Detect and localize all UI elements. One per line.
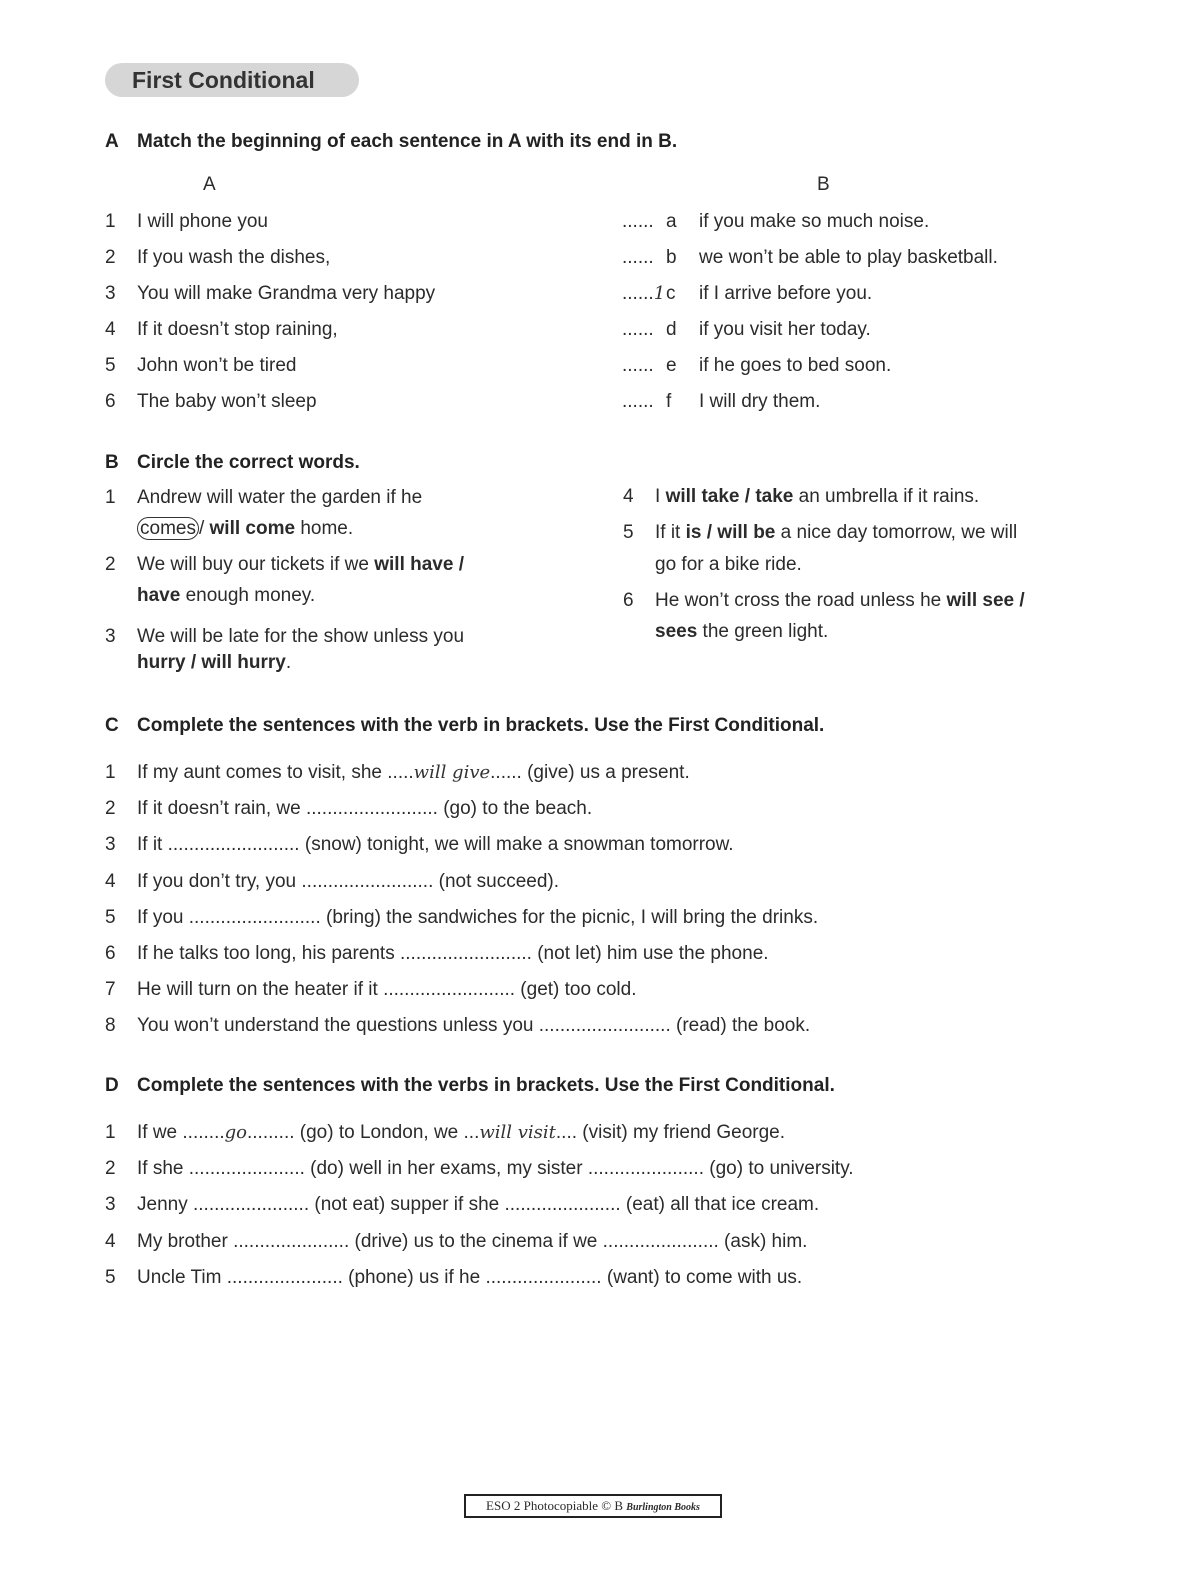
item-number: 2: [105, 1158, 116, 1180]
option[interactable]: will take / take: [665, 486, 794, 507]
sentence-beginning: You will make Grandma very happy: [137, 283, 436, 304]
circled-answer[interactable]: comes: [137, 517, 199, 540]
section-b-heading: [105, 452, 360, 474]
option[interactable]: will come: [209, 518, 296, 539]
item-number: 8: [105, 1015, 116, 1037]
sentence-beginning: If you wash the dishes,: [137, 247, 331, 268]
item-letter: c: [666, 283, 676, 304]
item-number: 3: [105, 283, 116, 304]
item-text: If we ........: [137, 1122, 225, 1143]
option[interactable]: sees: [655, 621, 698, 642]
section-letter: C: [105, 715, 119, 736]
answer-blank[interactable]: [622, 283, 666, 305]
item-number: 1: [105, 1122, 116, 1143]
item-text: ...... (give) us a present.: [490, 762, 690, 783]
option[interactable]: will have /: [374, 554, 464, 575]
match-row-b: [622, 211, 929, 233]
sentence-ending: if you make so much noise.: [699, 211, 930, 232]
b-item-6: [623, 590, 1025, 612]
b-item-2-cont: [137, 585, 315, 607]
item-number: 3: [105, 1194, 116, 1216]
item-text: If he talks too long, his parents ......................... (not let) him use the phone.: [137, 943, 769, 964]
handwritten-answer: 1: [653, 283, 666, 304]
item-number: 1: [105, 487, 116, 508]
match-row-b: [622, 247, 998, 269]
item-text: He won’t cross the road unless he: [655, 590, 947, 611]
item-text: We will buy our tickets if we: [137, 554, 375, 575]
page-title: First Conditional: [132, 67, 315, 93]
option[interactable]: is / will be: [685, 522, 776, 543]
blank-dots: ......: [622, 355, 654, 376]
match-row-b: [622, 355, 891, 377]
item-number: 7: [105, 979, 116, 1001]
item-text: Andrew will water the garden if he: [137, 487, 423, 508]
item-text: Uncle Tim ...................... (phone) us if he ...................... (want) to come with us.: [137, 1266, 803, 1288]
b-item-5: [623, 522, 1018, 544]
item-text: If it ......................... (snow) tonight, we will make a snowman tomorrow.: [137, 834, 734, 856]
item-text: Jenny ...................... (not eat) supper if she ...................... (eat) all that ice cream.: [137, 1194, 820, 1216]
item-number: 4: [623, 486, 634, 507]
handwritten-answer[interactable]: will give: [413, 762, 491, 783]
b-item-1-options: [137, 518, 353, 540]
item-text: I: [655, 486, 666, 507]
footer-copyright: [464, 1494, 722, 1518]
item-text: an umbrella if it rains.: [793, 486, 980, 507]
item-number: 1: [105, 211, 116, 232]
section-instruction: Complete the sentences with the verb in brackets. Use the First Conditional.: [137, 715, 825, 736]
match-row-b: [622, 319, 871, 341]
item-text: If you ......................... (bring) the sandwiches for the picnic, I will bring the drinks.: [137, 906, 819, 928]
section-letter: D: [105, 1075, 119, 1096]
b-item-3-cont: [137, 652, 291, 674]
item-number: 5: [105, 906, 116, 928]
section-d-heading: [105, 1075, 835, 1097]
item-text: We will be late for the show unless you: [137, 626, 465, 647]
answer-blank[interactable]: [622, 211, 666, 233]
item-text: If it doesn’t rain, we ......................... (go) to the beach.: [137, 798, 593, 820]
item-number: 4: [105, 870, 116, 892]
item-number: 6: [105, 943, 116, 964]
option[interactable]: have: [137, 585, 181, 606]
item-number: 3: [105, 626, 116, 647]
item-text: If you don’t try, you ......................... (not succeed).: [137, 870, 560, 892]
column-b-header: B: [817, 174, 830, 195]
item-number: 3: [105, 834, 116, 856]
item-text: If she ...................... (do) well in her exams, my sister ...................... (go) to university.: [137, 1158, 854, 1180]
item-number: 4: [105, 1230, 116, 1252]
item-number: 6: [623, 590, 634, 611]
separator: /: [198, 518, 210, 539]
answer-blank[interactable]: [622, 247, 666, 269]
sentence-ending: we won’t be able to play basketball.: [699, 247, 998, 268]
item-text: My brother ...................... (drive) us to the cinema if we ...................... (ask) him.: [137, 1230, 808, 1252]
b-item-4: [623, 486, 980, 508]
sentence-beginning: If it doesn’t stop raining,: [137, 319, 338, 340]
match-row-b: [622, 283, 872, 305]
title-banner: [105, 63, 359, 97]
item-text: .: [285, 652, 292, 673]
section-a-heading: [105, 131, 677, 153]
answer-blank[interactable]: [622, 391, 666, 413]
section-letter: B: [105, 452, 119, 473]
sentence-ending: if he goes to bed soon.: [699, 355, 892, 376]
sentence-beginning: John won’t be tired: [137, 355, 297, 376]
blank-dots: ......: [622, 211, 654, 232]
sentence-ending: if I arrive before you.: [699, 283, 873, 304]
match-row-b: [622, 391, 820, 413]
sentence-beginning: The baby won’t sleep: [137, 391, 317, 412]
item-text: If my aunt comes to visit, she .....: [137, 762, 414, 783]
item-text: a nice day tomorrow, we will: [775, 522, 1018, 543]
item-number: 6: [105, 391, 116, 412]
answer-blank[interactable]: [622, 319, 666, 341]
item-letter: d: [666, 319, 677, 340]
item-text: home.: [295, 518, 354, 539]
section-instruction: Match the beginning of each sentence in A with its end in B.: [137, 131, 678, 152]
column-a-header: A: [203, 174, 216, 195]
item-text: .... (visit) my friend George.: [555, 1122, 786, 1143]
item-text: enough money.: [180, 585, 316, 606]
blank-dots: ......: [622, 319, 654, 340]
sentence-ending: if you visit her today.: [699, 319, 871, 340]
section-instruction: Circle the correct words.: [137, 452, 360, 473]
item-number: 2: [105, 554, 116, 575]
item-letter: b: [666, 247, 677, 268]
item-number: 5: [105, 355, 116, 376]
option[interactable]: hurry / will hurry: [137, 652, 286, 673]
item-letter: f: [666, 391, 672, 412]
answer-blank[interactable]: [622, 355, 666, 377]
option[interactable]: will see /: [946, 590, 1025, 611]
item-number: 5: [105, 1266, 116, 1288]
blank-dots: ......: [622, 283, 654, 304]
item-letter: a: [666, 211, 677, 232]
item-text: He will turn on the heater if it ......................... (get) too cold.: [137, 979, 637, 1001]
item-number: 2: [105, 798, 116, 820]
blank-dots: ......: [622, 391, 654, 412]
section-instruction: Complete the sentences with the verbs in brackets. Use the First Conditional.: [137, 1075, 835, 1096]
item-letter: e: [666, 355, 677, 376]
sentence-ending: I will dry them.: [699, 391, 821, 412]
blank-dots: ......: [622, 247, 654, 268]
item-number: 5: [623, 522, 634, 543]
item-text: ......... (go) to London, we ...: [247, 1122, 480, 1143]
item-number: 2: [105, 247, 116, 268]
handwritten-answer[interactable]: will visit: [479, 1122, 556, 1143]
item-number: 4: [105, 319, 116, 340]
sentence-beginning: I will phone you: [137, 211, 268, 232]
section-c-heading: [105, 715, 824, 737]
footer-text: ESO 2 Photocopiable © B: [486, 1498, 624, 1513]
item-text: the green light.: [697, 621, 829, 642]
item-text: If it: [655, 522, 686, 543]
handwritten-answer[interactable]: go: [224, 1122, 247, 1143]
b-item-5-cont: go for a bike ride.: [655, 554, 802, 575]
item-number: 1: [105, 762, 116, 783]
item-text: You won’t understand the questions unless you ......................... (read) the book.: [137, 1015, 811, 1037]
publisher-logo: Burlington Books: [626, 1502, 700, 1513]
b-item-6-cont: [655, 621, 828, 643]
section-letter: A: [105, 131, 119, 152]
